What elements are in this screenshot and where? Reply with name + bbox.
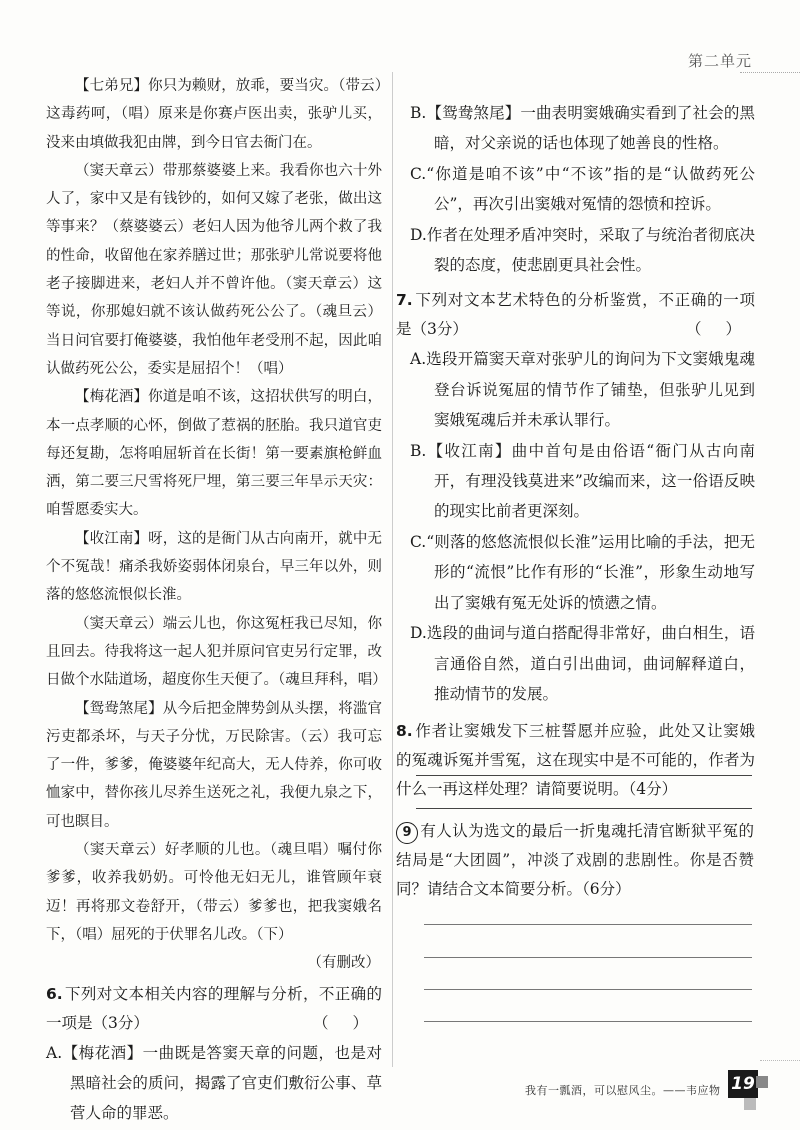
option-b[interactable]: B.【鸳鸯煞尾】一曲表明窦娥确实看到了社会的黑暗，对父亲说的话也体现了她善良的性格。 (410, 104, 755, 153)
column-divider (392, 72, 393, 1067)
footer-rule (760, 1060, 800, 1061)
page-number: 19 (728, 1070, 758, 1098)
unit-header: 第二单元 (687, 52, 752, 70)
page-corner-decoration (744, 1098, 756, 1110)
answer-blank[interactable]: （） (312, 1013, 392, 1032)
question-number-circled: 9 (396, 822, 418, 844)
footer-quote: 我有一瓢酒，可以慰风尘。——韦应物 (525, 1084, 721, 1097)
passage-paragraph: （窦天章云）端云儿也，你这冤枉我已尽知，你且回去。待我将这一起人犯并原问官吏另行定罪，改日做个水陆道场，超度你生天便了。（魂旦拜科，唱） (46, 615, 387, 689)
page-corner-decoration (756, 1076, 768, 1088)
passage-paragraph: （窦天章云）带那蔡婆婆上来。我看你也六十外人了，家中又是有钱钞的，如何又嫁了老张，做出这等事来？（蔡婆婆云）老妇人因为他爷儿两个救了我的性命，收留他在家养膳过世；那张驴儿常说要将他老子接脚进来，老妇人并不曾许他。（窦天章云）这等说，你那媳妇就不该认做药死公公了。（魂旦云）当日问官要打俺婆婆，我怕他年老受刑不起，因此咱认做药死公公，委实是屈招个！（唱） (46, 162, 382, 377)
passage-paragraph: 【七弟兄】你只为赖财，放乖，要当灾。（带云）这毒药呵，（唱）原来是你赛卢医出卖，张驴儿买，没来由填做我犯由牌，到今日官去衙门在。 (46, 78, 382, 151)
passage-paragraph: 【鸳鸯煞尾】从今后把金牌势剑从头摆，将滥官污吏都杀坏，与天子分忧，万民除害。（云）我可忘了一件，爹爹，俺婆婆年纪高大，无人侍养，你可收恤家中，替你孩儿尽养生送死之礼，我便九泉之下，可也瞑目。 (46, 700, 382, 830)
option-d[interactable]: D.选段的曲词与道白搭配得非常好，曲白相生，语言通俗自然，道白引出曲词，曲词解释道白，推动情节的发展。 (410, 624, 755, 703)
source-note: （有删改） (307, 955, 380, 972)
answer-line[interactable] (424, 924, 752, 925)
questions-column (396, 72, 765, 804)
passage-column (46, 72, 392, 1129)
question-stem: 下列对文本艺术特色的分析鉴赏，不正确的一项是（3分） (396, 291, 755, 339)
answer-line[interactable] (416, 775, 752, 776)
answer-blank[interactable]: （） (685, 320, 765, 339)
answer-line[interactable] (416, 808, 752, 809)
answer-line[interactable] (424, 1021, 752, 1022)
question-text: 有人认为选文的最后一折鬼魂托清官断狱平冤的结局是“大团圆”，冲淡了戏剧的悲剧性。你是否赞同？请结合文本简要分析。（6分） (396, 822, 754, 898)
question-text: 作者让窦娥发下三桩誓愿并应验，此处又让窦娥的冤魂诉冤并雪冤，这在现实中是不可能的，作者为什么一再这样处理？请简要说明。（4分） (396, 722, 755, 799)
question-stem: 下列对文本相关内容的理解与分析，不正确的一项是（3分） (46, 984, 382, 1032)
option-c[interactable]: C.“你道是咱不该”中“不该”指的是“认做药死公公”，再次引出窦娥对冤情的怨愤和控诉。 (410, 164, 755, 214)
passage-paragraph: （窦天章云）好孝顺的儿也。（魂旦唱）嘱付你爹爹，收养我奶奶。可怜他无妇无儿，谁管顾年衰迈！再将那文卷舒开，（带云）爹爹也，把我窦娥名下，（唱）屈死的于伏罪名儿改。（下） (46, 842, 382, 943)
option-a[interactable]: A.选段开篇窦天章对张驴儿的询问为下文窦娥鬼魂登台诉说冤屈的情节作了铺垫，但张驴儿见到窦娥冤魂后并未承认罪行。 (410, 350, 755, 430)
question-7 (396, 286, 765, 709)
question-number: 8. (396, 722, 413, 741)
option-a[interactable]: A.【梅花酒】一曲既是答窦天章的问题，也是对黑暗社会的质问，揭露了官吏们敷衍公事、草菅人命的罪恶。 (46, 1043, 382, 1123)
question-6 (46, 980, 392, 1129)
question-9 (396, 817, 754, 904)
answer-line[interactable] (424, 989, 752, 990)
option-c[interactable]: C.“则落的悠悠流恨似长淮”运用比喻的手法，把无形的“流恨”比作有形的“长淮”，形象生动地写出了窦娥有冤无处诉的愤懑之情。 (410, 532, 755, 612)
question-8 (396, 717, 755, 804)
passage-paragraph: 【收江南】呀，这的是衙门从古向南开，就中无个不冤哉！痛杀我娇姿弱体闭泉台，早三年以外，则落的悠悠流恨似长淮。 (46, 530, 382, 604)
answer-line[interactable] (424, 957, 752, 958)
option-d[interactable]: D.作者在处理矛盾冲突时，采取了与统治者彻底决裂的态度，使悲剧更具社会性。 (410, 225, 755, 275)
question-number: 7. (396, 291, 413, 310)
option-b[interactable]: B.【收江南】曲中首句是由俗语“衙门从古向南开，有理没钱莫进来”改编而来，这一俗语反映的现实比前者更深刻。 (410, 441, 755, 521)
question-number: 6. (46, 984, 63, 1003)
passage-paragraph: 【梅花酒】你道是咱不该，这招状供写的明白，本一点孝顺的心怀，倒做了惹祸的胚胎。我只道官吏每还复勘，怎将咱屈斩首在长街！第一要素旗枪鲜血洒，第二要三尺雪将死尸埋，第三要三年旱示天灾：咱誓愿委实大。 (46, 389, 382, 519)
